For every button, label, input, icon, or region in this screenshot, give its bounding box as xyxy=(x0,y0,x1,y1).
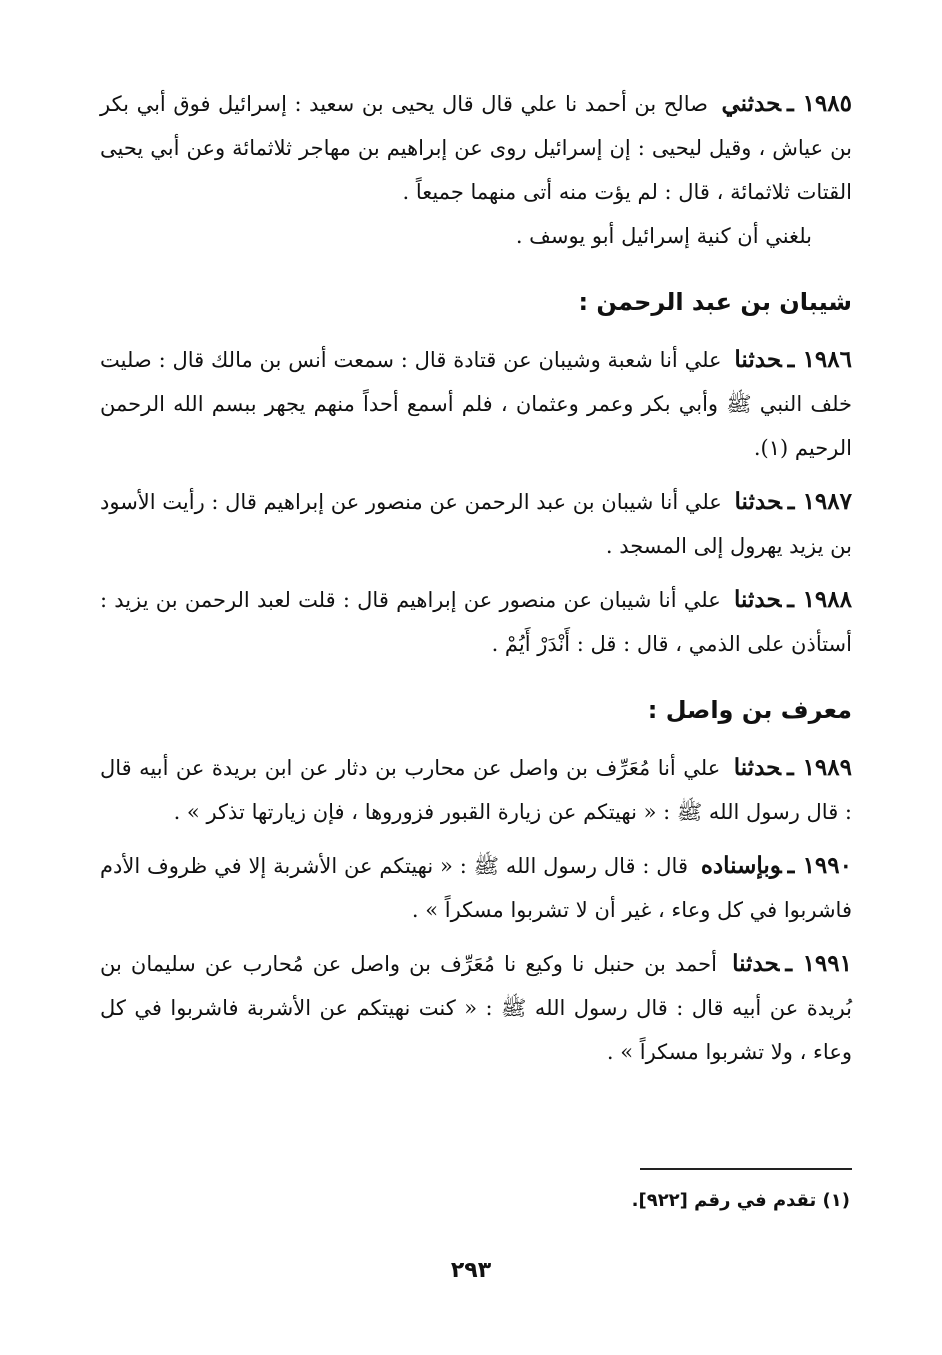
hadith-text: قال : قال رسول الله ﷺ : « نهيتكم عن الأشربة إلا في ظروف الأدم فاشربوا في كل وعاء ، غير أن لا تشربوا مسكراً » . xyxy=(100,854,852,922)
hadith-text: علي أنا شعبة وشيبان عن قتادة قال : سمعت أنس بن مالك قال : صليت خلف النبي ﷺ وأبي بكر وعمر وعثمان ، فلم أسمع أحداً منهم يجهر ببسم الله الرحمن الرحيم (١). xyxy=(100,348,852,460)
hadith-lead-word: حدثنا xyxy=(734,586,782,613)
section-heading-shayban: شيبان بن عبد الرحمن : xyxy=(578,288,852,316)
hadith-paragraph-1988 xyxy=(100,578,852,666)
hadith-text: صالح بن أحمد نا علي قال قال يحيى بن سعيد : إسرائيل فوق أبي بكر بن عياش ، وقيل ليحيى : إن إسرائيل روى عن إبراهيم بن مهاجر ثلاثمائة وعن أبي يحيى القتات ثلاثمائة ، قال : لم يؤت منه أتى منهما جميعاً . xyxy=(100,92,852,204)
page-body xyxy=(100,82,852,1084)
hadith-text: أحمد بن حنبل نا وكيع نا مُعَرِّف بن واصل عن مُحارب عن سليمان بن بُريدة عن أبيه قال : قال رسول الله ﷺ : « كنت نهيتكم عن الأشربة فاشربوا في كل وعاء ، ولا تشربوا مسكراً » . xyxy=(100,952,852,1064)
hadith-lead-word: حدثنا xyxy=(733,754,782,781)
hadith-paragraph-1987 xyxy=(100,480,852,568)
hadith-lead-word: حدثنا xyxy=(734,346,782,373)
hadith-text: علي أنا مُعَرِّف بن واصل عن محارب بن دثار عن ابن بريدة عن أبيه قال : قال رسول الله ﷺ : « نهيتكم عن زيارة القبور فزوروها ، فإن زيارتها تذكر » . xyxy=(100,756,852,824)
hadith-paragraph-1986 xyxy=(100,338,852,470)
hadith-number: ١٩٩٠ ـ xyxy=(787,852,852,879)
hadith-number: ١٩٨٩ ـ xyxy=(787,754,852,781)
hadith-lead-word: حدثنا xyxy=(732,950,780,977)
hadith-lead-word: حدثني xyxy=(721,90,781,117)
hadith-text: علي أنا شيبان بن عبد الرحمن عن منصور عن إبراهيم قال : رأيت الأسود بن يزيد يهرول إلى المسجد . xyxy=(100,490,852,558)
hadith-text: علي أنا شيبان عن منصور عن إبراهيم قال : قلت لعبد الرحمن بن يزيد : أستأذن على الذمي ، قال : قل : أَنْدَرْ أَيُمْ . xyxy=(100,588,852,656)
hadith-number: ١٩٨٨ ـ xyxy=(787,586,852,613)
hadith-paragraph-1990 xyxy=(100,844,852,932)
page-number: ٢٩٣ xyxy=(450,1258,492,1283)
hadith-number: ١٩٨٥ ـ xyxy=(786,90,852,117)
hadith-paragraph-1985 xyxy=(100,82,852,258)
hadith-number: ١٩٨٦ ـ xyxy=(787,346,852,373)
footnote-divider xyxy=(640,1168,852,1170)
hadith-note: بلغني أن كنية إسرائيل أبو يوسف . xyxy=(515,224,812,248)
hadith-lead-word: وبإسناده xyxy=(700,852,782,879)
hadith-paragraph-1989 xyxy=(100,746,852,834)
hadith-lead-word: حدثنا xyxy=(734,488,782,515)
footnote: (١) تقدم في رقم [٩٢٢]. xyxy=(631,1190,850,1211)
hadith-number: ١٩٩١ ـ xyxy=(785,950,852,977)
section-heading-muarrif: معرف بن واصل : xyxy=(647,696,852,724)
hadith-number: ١٩٨٧ ـ xyxy=(787,488,852,515)
hadith-paragraph-1991 xyxy=(100,942,852,1074)
